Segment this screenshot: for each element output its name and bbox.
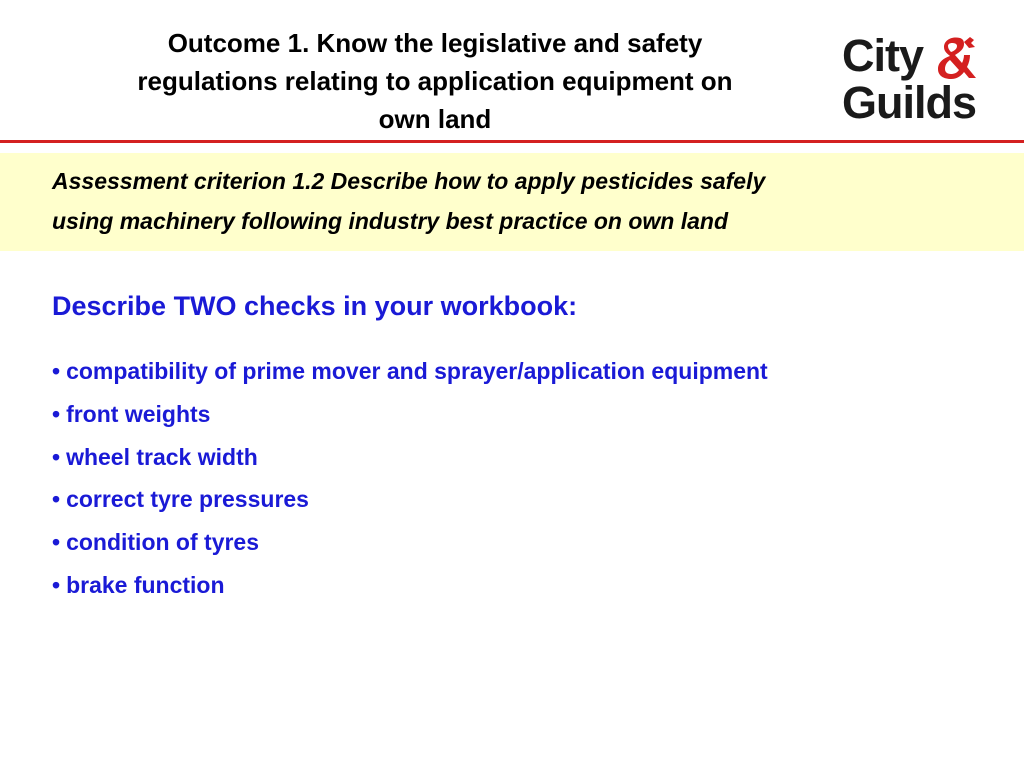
city-and-guilds-logo bbox=[842, 28, 992, 128]
bullet-dot: • bbox=[52, 486, 61, 513]
slide-title bbox=[60, 24, 810, 138]
list-item-text: compatibility of prime mover and sprayer/application equipment bbox=[66, 358, 768, 384]
list-item-text: condition of tyres bbox=[66, 529, 260, 556]
list-item bbox=[52, 436, 768, 479]
list-item-text: wheel track width bbox=[66, 443, 258, 470]
assessment-criterion-line: Assessment criterion 1.2 Describe how to apply pesticides safely bbox=[52, 168, 766, 194]
ampersand-lion-icon bbox=[930, 34, 978, 80]
logo-city-text: City bbox=[842, 30, 924, 81]
logo-guilds-text: Guilds bbox=[842, 77, 977, 128]
bullet-dot: • bbox=[52, 529, 61, 556]
list-item-text: brake function bbox=[66, 571, 225, 598]
header-divider bbox=[0, 140, 1024, 143]
list-item bbox=[52, 521, 768, 564]
list-item bbox=[52, 393, 768, 436]
list-item-text: correct tyre pressures bbox=[66, 486, 309, 513]
checks-list bbox=[52, 350, 768, 607]
list-item-text: front weights bbox=[66, 400, 211, 427]
bullet-dot: • bbox=[52, 443, 61, 470]
slide-title-line: Outcome 1. Know the legislative and safety bbox=[167, 28, 703, 58]
list-item bbox=[52, 478, 768, 521]
assessment-criterion-line: using machinery following industry best practice on own land bbox=[52, 208, 729, 234]
slide-title-line: own land bbox=[378, 104, 492, 134]
list-item bbox=[52, 564, 768, 607]
bullet-dot: • bbox=[52, 358, 61, 384]
assessment-criterion-text bbox=[52, 161, 992, 241]
slide-title-line: regulations relating to application equipment on bbox=[137, 66, 733, 96]
bullet-dot: • bbox=[52, 400, 61, 427]
list-item bbox=[52, 350, 768, 393]
bullet-dot: • bbox=[52, 571, 61, 598]
assessment-criterion-box bbox=[0, 153, 1024, 251]
section-heading: Describe TWO checks in your workbook: bbox=[52, 291, 578, 321]
